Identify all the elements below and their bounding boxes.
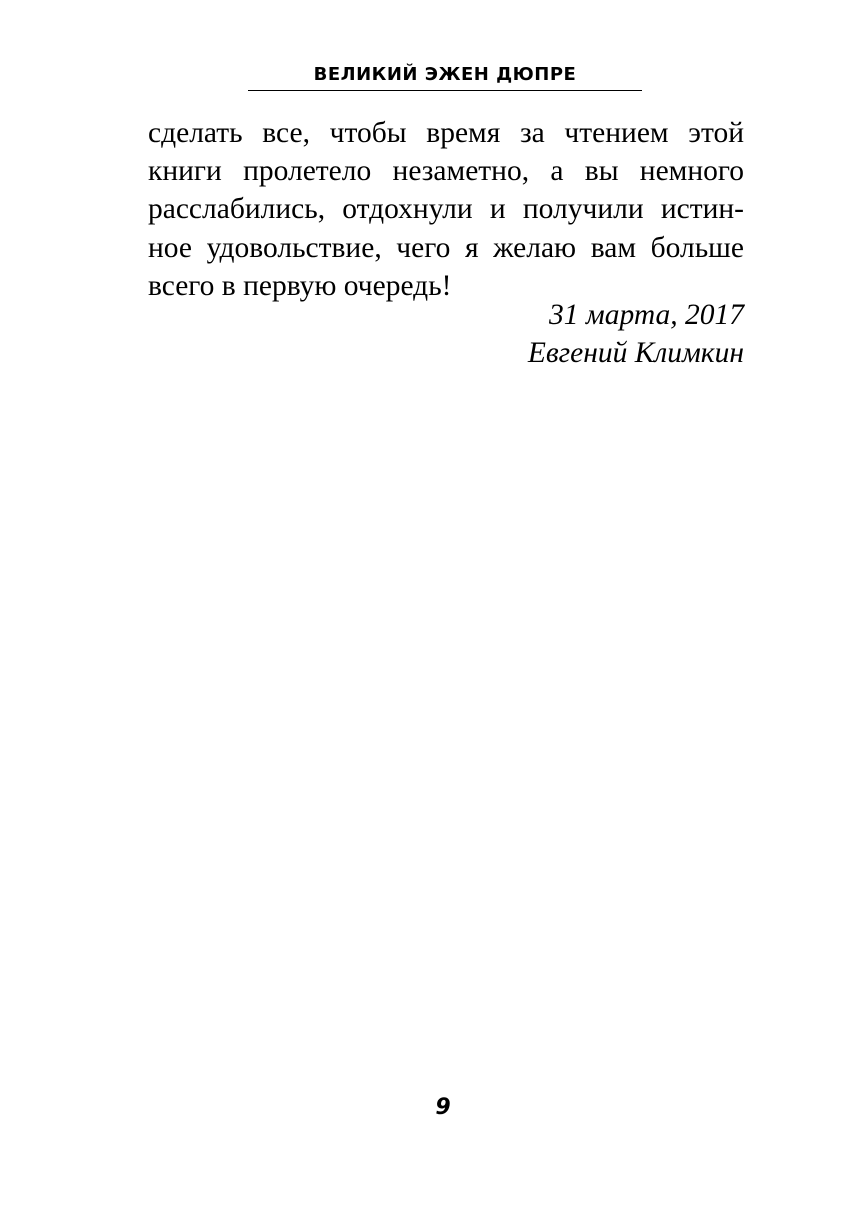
signature-author: Евгений Климкин [527, 337, 744, 370]
page-number: 9 [435, 1095, 451, 1120]
header-rule [248, 90, 642, 91]
paragraph-line: расслабились, отдохнули и получили истин- [148, 193, 744, 226]
paragraph-line: ное удовольствие, чего я желаю вам больше [148, 231, 744, 264]
paragraph-line: сделать все, чтобы время за чтением этой [148, 117, 744, 149]
signature-block [528, 296, 744, 372]
paragraph-line: всего в первую очередь! [148, 269, 452, 302]
paragraph-line: книги пролетело незаметно, а вы немного [148, 155, 744, 188]
signature-date: 31 марта, 2017 [549, 299, 744, 331]
body-paragraph [148, 114, 744, 305]
running-title: ВЕЛИКИЙ ЭЖЕН ДЮПРЕ [313, 64, 577, 85]
